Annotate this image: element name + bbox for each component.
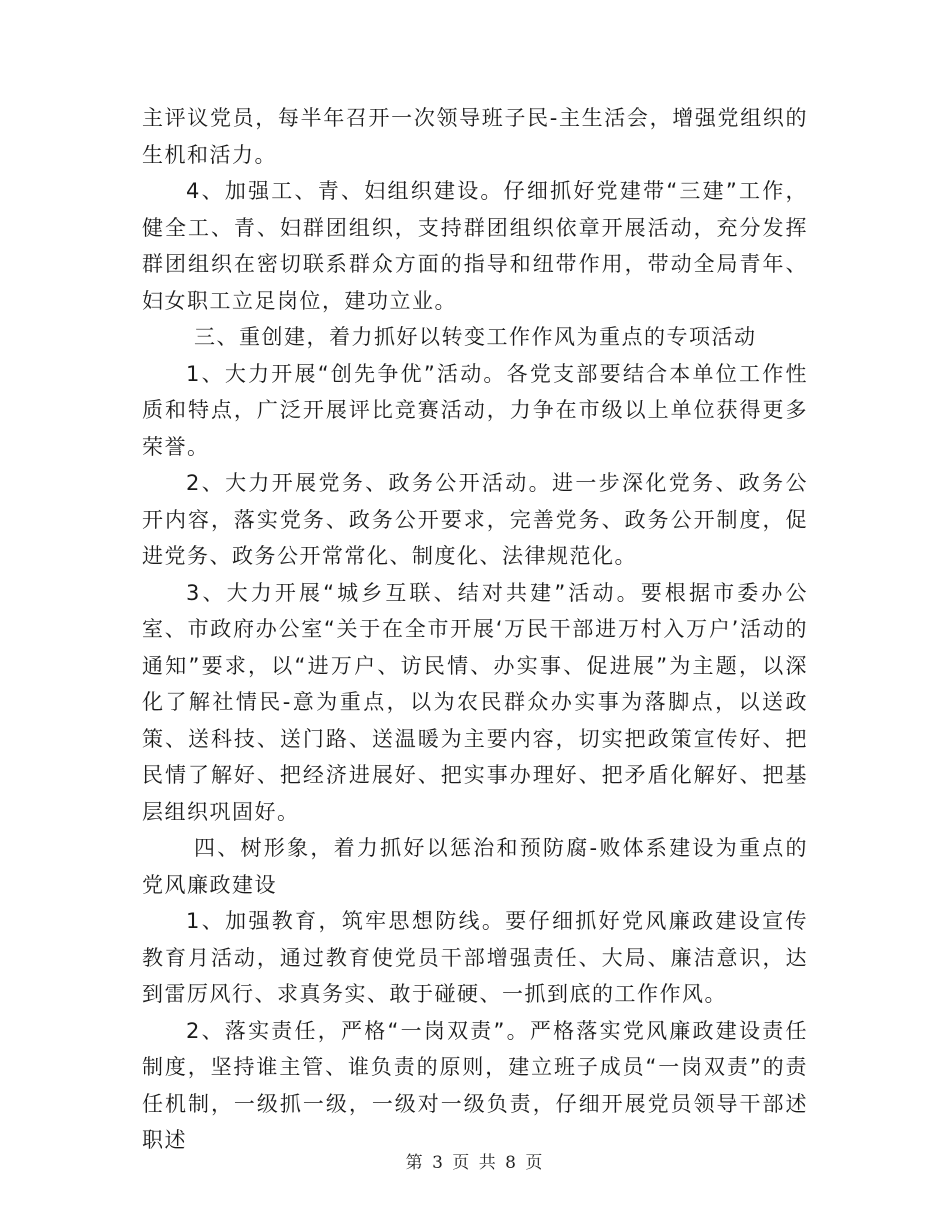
paragraph-item-1: 1、大力开展“创先争优”活动。各党支部要结合本单位工作性质和特点，广泛开展评比竞赛活动，力争在市级以上单位获得更多荣誉。 <box>142 361 808 459</box>
section-heading-four: 四、树形象，着力抓好以惩治和预防腐-败体系建设为重点的党风廉政建设 <box>142 836 808 897</box>
section-heading-three: 三、重创建，着力抓好以转变工作作风为重点的专项活动 <box>194 325 757 349</box>
paragraph-item-1-education: 1、加强教育，筑牢思想防线。要仔细抓好党风廉政建设宣传教育月活动，通过教育使党员干部增强责任、大局、廉洁意识，达到雷厉风行、求真务实、敢于碰硬、一抓到底的工作作风。 <box>142 909 808 1006</box>
paragraph-item-2: 2、大力开展党务、政务公开活动。进一步深化党务、政务公开内容，落实党务、政务公开要求，完善党务、政务公开制度，促进党务、政务公开常常化、制度化、法律规范化。 <box>142 471 808 568</box>
paragraph-item-2-responsibility: 2、落实责任，严格“一岗双责”。严格落实党风廉政建设责任制度，坚持谁主管、谁负责的原则，建立班子成员“一岗双责”的责任机制，一级抓一级，一级对一级负责，仔细开展党员领导干部述职述 <box>142 1018 808 1152</box>
document-body <box>142 100 808 1159</box>
paragraph-item-4: 4、加强工、青、妇组织建设。仔细抓好党建带“三建”工作，健全工、青、妇群团组织，支持群团组织依章开展活动，充分发挥群团组织在密切联系群众方面的指导和纽带作用，带动全局青年、妇女职工立足岗位，建功立业。 <box>142 179 808 313</box>
paragraph-item-3: 3、大力开展“城乡互联、结对共建”活动。要根据市委办公室、市政府办公室“关于在全市开展‘万民干部进万村入万户’活动的通知”要求，以“进万户、访民情、办实事、促进展”为主题，以深化了解社情民-意为重点，以为农民群众办实事为落脚点，以送政策、送科技、送门路、送温暖为主要内容，切实把政策宣传好、把民情了解好、把经济进展好、把实事办理好、把矛盾化解好、把基层组织巩固好。 <box>142 580 808 824</box>
paragraph-continuation: 主评议党员，每半年召开一次领导班子民-主生活会，增强党组织的生机和活力。 <box>142 106 808 167</box>
page-number-footer: 第 3 页 共 8 页 <box>405 1153 545 1173</box>
